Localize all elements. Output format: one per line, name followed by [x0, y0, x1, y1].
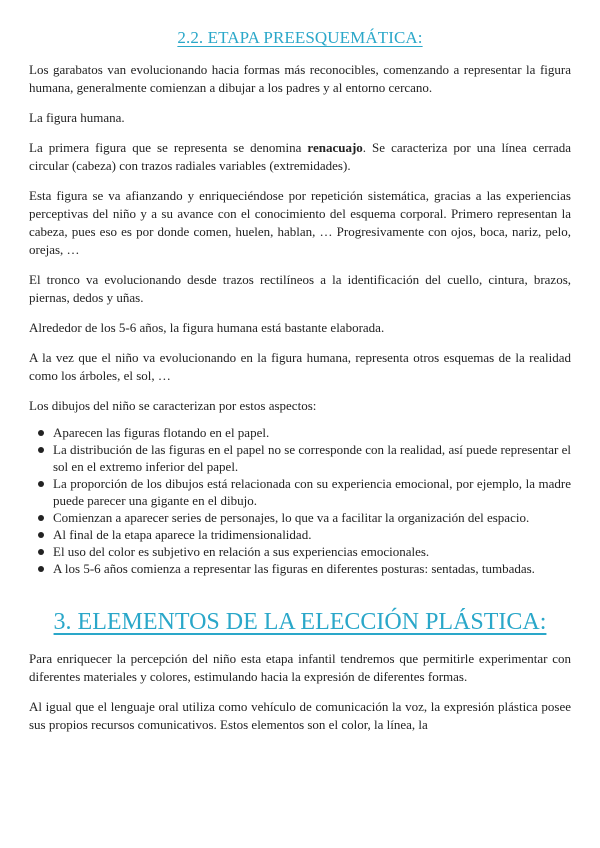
paragraph-figura-humana: La figura humana.: [29, 110, 125, 125]
paragraph-aspectos-intro: Los dibujos del niño se caracterizan por estos aspectos:: [29, 398, 317, 413]
list-item: La distribución de las figuras en el papel no se corresponde con la realidad, así puede representar el sol en el extremo inferior del papel.: [53, 442, 571, 474]
paragraph-5-6-anos: Alrededor de los 5-6 años, la figura humana está bastante elaborada.: [29, 320, 385, 335]
paragraph-tronco: El tronco va evolucionando desde trazos rectilíneos a la identificación del cuello, cintura, brazos, piernas, dedos y uñas.: [29, 272, 571, 305]
list-item: A los 5-6 años comienza a representar las figuras en diferentes posturas: sentadas, tumbadas.: [53, 560, 571, 577]
paragraph-lenguaje-oral: Al igual que el lenguaje oral utiliza como vehículo de comunicación la voz, la expresión plástica posee sus propios recursos comunicativos. Estos elementos son el color, la línea, la: [29, 699, 571, 732]
section-heading-3: 3. ELEMENTOS DE LA ELECCIÓN PLÁSTICA:: [53, 609, 547, 635]
list-item: Comienzan a aparecer series de personajes, lo que va a facilitar la organización del espacio.: [53, 509, 571, 526]
list-item: La proporción de los dibujos está relacionada con su experiencia emocional, por ejemplo, la madre puede parecer una gigante en el dibujo.: [53, 476, 571, 508]
renacuajo-text-after: . Se caracteriza por una línea cerrada circular (cabeza) con trazos radiales variables (extremidades).: [29, 140, 571, 173]
list-item: El uso del color es subjetivo en relación a sus experiencias emocionales.: [53, 543, 571, 560]
paragraph-intro: Los garabatos van evolucionando hacia formas más reconocibles, comenzando a representar la figura humana, generalmente comienzan a dibujar a los padres y al entorno cercano.: [29, 62, 571, 95]
list-item: Al final de la etapa aparece la tridimensionalidad.: [53, 526, 571, 543]
paragraph-renacuajo: [29, 139, 571, 175]
section-heading-2-2: 2.2. ETAPA PREESQUEMÁTICA:: [177, 28, 423, 47]
renacuajo-text-before: La primera figura que se representa se denomina: [29, 140, 308, 155]
list-item: Aparecen las figuras flotando en el papel.: [53, 424, 571, 441]
aspects-bullet-list: [29, 424, 571, 577]
paragraph-afianzando: Esta figura se va afianzando y enriqueciéndose por repetición sistemática, gracias a las experiencias perceptivas del niño y a su avance con el conocimiento del esquema corporal. Primero representan la cabeza, pues eso es por donde comen, huelen, hablan, … Progresivamente con ojos, boca, nariz, pelo, orejas, …: [29, 188, 571, 257]
renacuajo-bold-term: renacuajo: [307, 140, 363, 155]
paragraph-otros-esquemas: A la vez que el niño va evolucionando en la figura humana, representa otros esquemas de la realidad como los árboles, el sol, …: [29, 350, 571, 383]
paragraph-enriquecer: Para enriquecer la percepción del niño esta etapa infantil tendremos que permitirle experimentar con diferentes materiales y colores, estimulando hacia la expresión de diferentes formas.: [29, 651, 571, 684]
